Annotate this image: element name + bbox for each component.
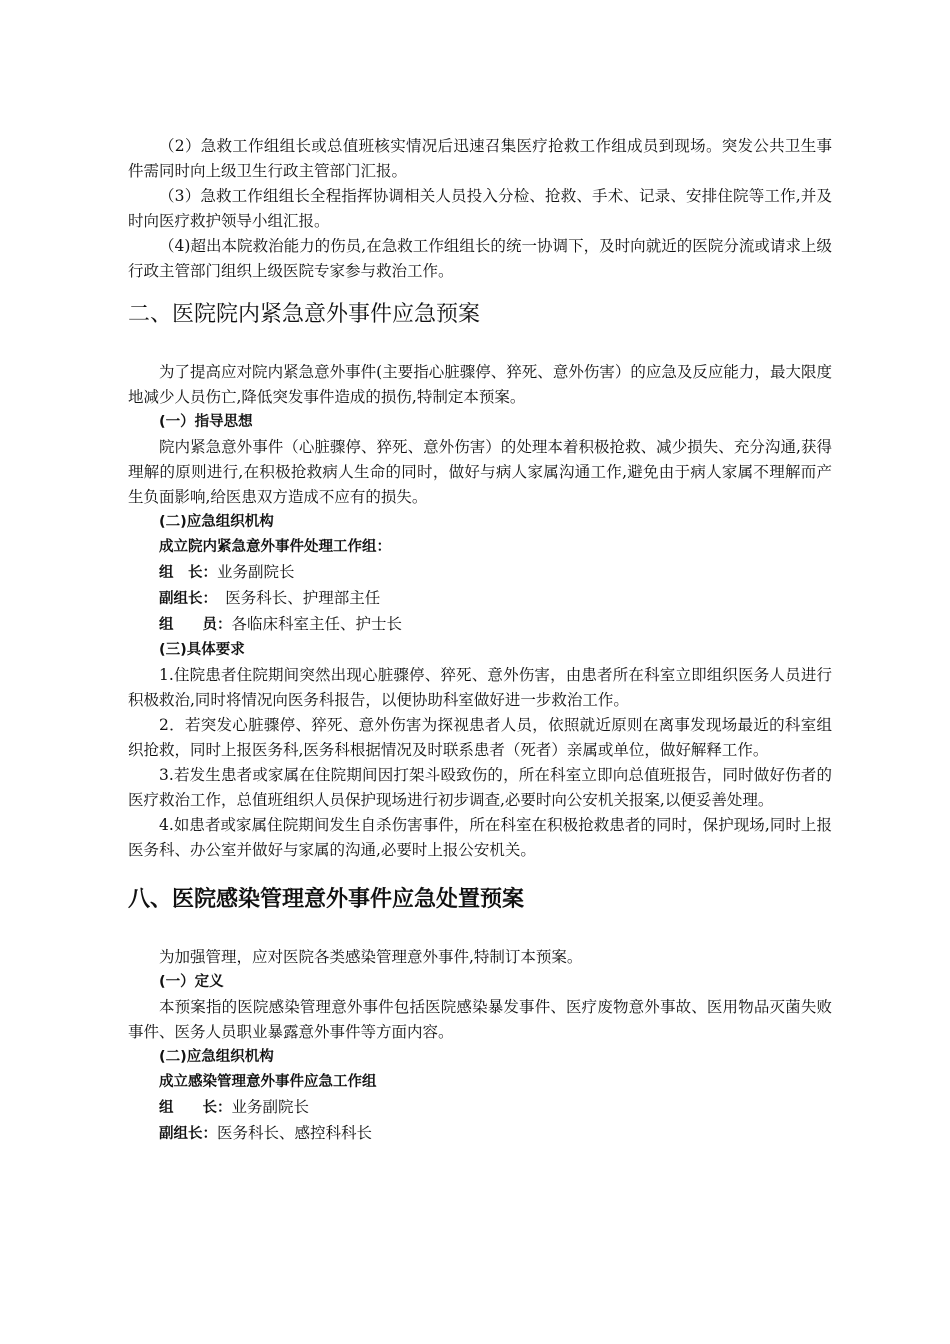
requirement-item: 2．若突发心脏骤停、猝死、意外伤害为探视患者人员，依照就近原则在离事发现场最近的科室组织抢救，同时上报医务科,医务科根据情况及时联系患者（死者）亲属或单位，做好解释工作。 xyxy=(128,716,832,759)
guide-heading: (一）指导思想 xyxy=(159,414,253,430)
member-value: 各临床科室主任、护士长 xyxy=(231,615,403,633)
requirement-item: 3.若发生患者或家属在住院期间因打架斗殴致伤的，所在科室立即向总值班报告，同时做好伤者的医疗救治工作，总值班组织人员保护现场进行初步调查,必要时向公安机关报案,以便妥善处理。 xyxy=(128,766,832,809)
section1-body xyxy=(128,134,832,284)
section2-intro: 为了提高应对院内紧急意外事件(主要指心脏骤停、猝死、意外伤害）的应急及反应能力，最大限度地减少人员伤亡,降低突发事件造成的损伤,特制定本预案。 xyxy=(128,363,832,406)
deputy-label: 副组长： xyxy=(159,591,210,607)
member-row xyxy=(128,612,832,638)
leader-row-8 xyxy=(128,1095,832,1121)
deputy-value: 医务科长、感控科科长 xyxy=(217,1124,373,1142)
leader-label: 组 长： xyxy=(159,565,217,581)
req-heading: (三)具体要求 xyxy=(159,642,245,658)
section2-title: 二、医院院内紧急意外事件应急预案 xyxy=(128,302,481,327)
org-heading: (二)应急组织机构 xyxy=(159,514,274,530)
guide-text: 院内紧急意外事件（心脏骤停、猝死、意外伤害）的处理本着积极抢救、减少损失、充分沟通,获得理解的原则进行,在积极抢救病人生命的同时，做好与病人家属沟通工作,避免由于病人家属不理解而产生负面影响,给医患双方造成不应有的损失。 xyxy=(128,438,832,506)
deputy-row-8 xyxy=(128,1121,832,1147)
deputy-row xyxy=(128,586,832,612)
paragraph: （4)超出本院救治能力的伤员,在急救工作组组长的统一协调下，及时向就近的医院分流或请求上级行政主管部门组织上级医院专家参与救治工作。 xyxy=(128,237,832,280)
deputy-label: 副组长： xyxy=(159,1126,217,1142)
org-group-8: 成立感染管理意外事件应急工作组 xyxy=(159,1074,377,1090)
requirement-item: 1.住院患者住院期间突然出现心脏骤停、猝死、意外伤害，由患者所在科室立即组织医务人员进行积极救治,同时将情况向医务科报告，以便协助科室做好进一步救治工作。 xyxy=(128,666,832,709)
deputy-value: 医务科长、护理部主任 xyxy=(209,589,381,607)
def-heading: (一）定义 xyxy=(159,974,224,990)
def-text: 本预案指的医院感染管理意外事件包括医院感染暴发事件、医疗废物意外事故、医用物品灭菌失败事件、医务人员职业暴露意外事件等方面内容。 xyxy=(128,998,832,1041)
document-page xyxy=(128,134,832,1147)
leader-label: 组 长： xyxy=(159,1100,232,1116)
member-label: 组 员： xyxy=(159,617,232,633)
section8-intro: 为加强管理，应对医院各类感染管理意外事件,特制订本预案。 xyxy=(159,948,583,966)
requirement-item: 4.如患者或家属住院期间发生自杀伤害事件，所在科室在积极抢救患者的同时，保护现场,同时上报医务科、办公室并做好与家属的沟通,必要时上报公安机关。 xyxy=(128,816,832,859)
leader-row xyxy=(128,560,832,586)
org-group: 成立院内紧急意外事件处理工作组： xyxy=(159,539,391,555)
paragraph: （3）急救工作组组长全程指挥协调相关人员投入分检、抢救、手术、记录、安排住院等工作,并及时向医疗救护领导小组汇报。 xyxy=(128,187,832,230)
section8-title: 八、医院感染管理意外事件应急处置预案 xyxy=(128,887,525,912)
org-heading-8: (二)应急组织机构 xyxy=(159,1049,274,1065)
leader-value: 业务副院长 xyxy=(217,563,295,581)
paragraph: （2）急救工作组组长或总值班核实情况后迅速召集医疗抢救工作组成员到现场。突发公共卫生事件需同时向上级卫生行政主管部门汇报。 xyxy=(128,137,832,180)
leader-value: 业务副院长 xyxy=(231,1098,310,1116)
